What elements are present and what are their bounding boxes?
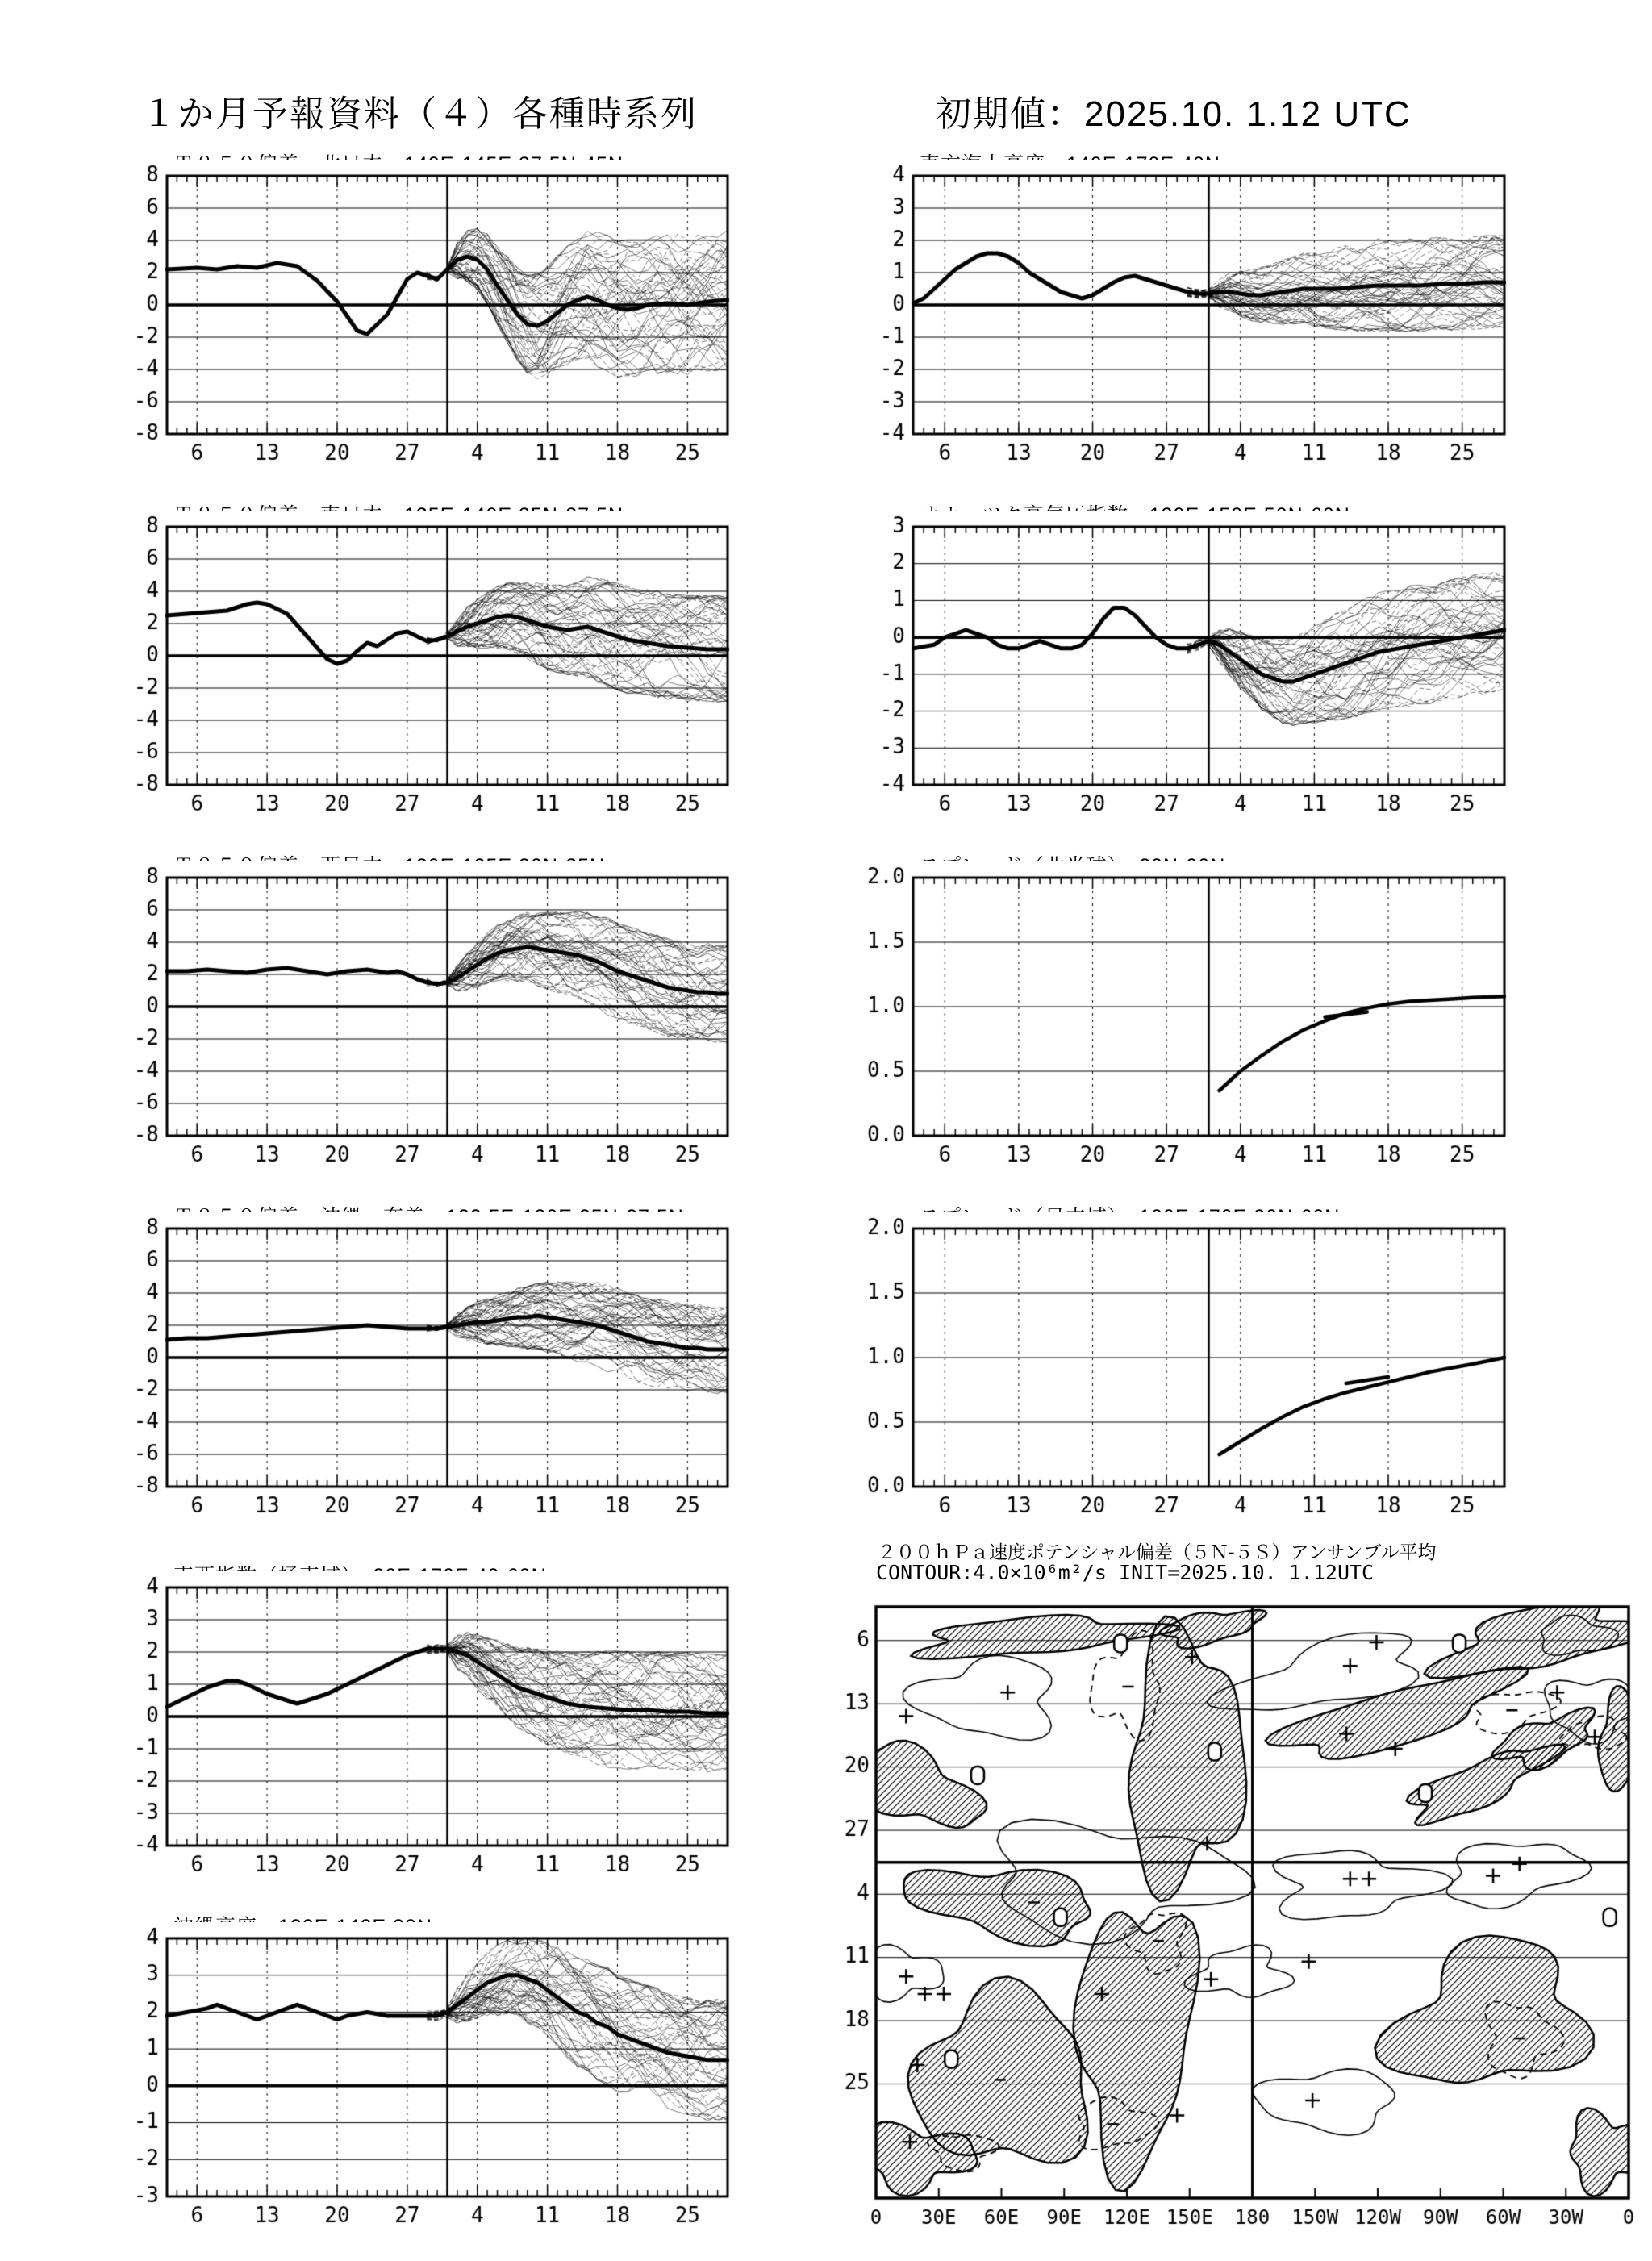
chart-title-line1: ２００ｈＰａ速度ポテンシャル偏差（５Ｎ-５Ｓ）アンサンブル平均 [878,1541,1437,1562]
zonal-index-plot-canvas [50,1571,760,1894]
chart-t850-north-japan [50,160,760,482]
chart-zonal-index-far-east [50,1571,760,1894]
t850-east-japan-plot-canvas [50,511,760,833]
okinawa-height-plot-canvas [50,1922,760,2245]
spread-japan-plot-canvas [795,1212,1537,1535]
okhotsk-high-plot-canvas [795,511,1537,833]
chart-okinawa-height [50,1922,760,2245]
spread-nh-plot-canvas [795,861,1537,1184]
eastern-sea-height-plot-canvas [795,160,1537,482]
t850-north-japan-plot-canvas [50,160,760,482]
t850-okinawa-amami-plot-canvas [50,1212,760,1535]
velocity-potential-plot-canvas [795,1591,1652,2236]
t850-west-japan-plot-canvas [50,861,760,1184]
chart-eastern-sea-height [795,160,1537,482]
chart-spread-northern-hemisphere [795,861,1537,1184]
chart-t850-west-japan [50,861,760,1184]
chart-velocity-potential-hovmoller [795,1541,1652,2236]
page-title-right: 初期値：2025.10. 1.12 UTC [936,94,1412,134]
chart-t850-okinawa-amami [50,1212,760,1535]
chart-spread-japan-area [795,1212,1537,1535]
chart-okhotsk-high-index [795,511,1537,833]
chart-t850-east-japan [50,511,760,833]
chart-title-line2: CONTOUR:4.0×10⁶m²/s INIT=2025.10. 1.12UTC [876,1561,1375,1584]
page-title-left: １か月予報資料（４）各種時系列 [141,94,698,134]
